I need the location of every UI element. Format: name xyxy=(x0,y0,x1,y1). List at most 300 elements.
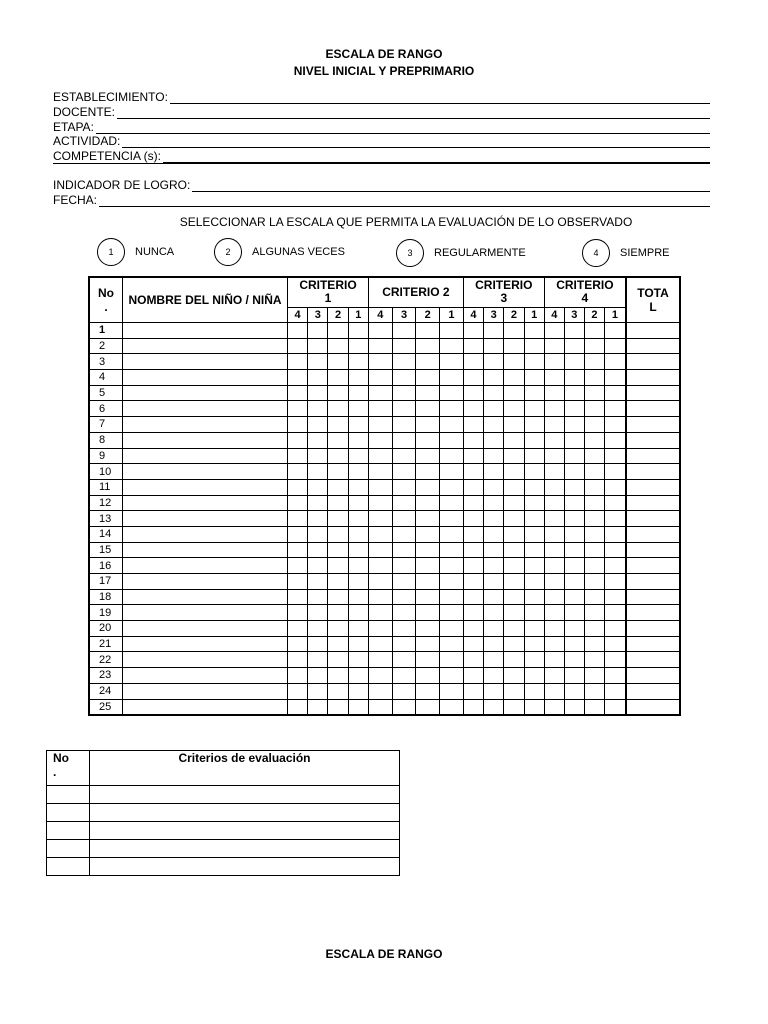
score-cell[interactable] xyxy=(463,636,483,652)
score-cell[interactable] xyxy=(348,401,368,417)
score-cell[interactable] xyxy=(584,699,604,715)
score-cell[interactable] xyxy=(308,668,328,684)
score-cell[interactable] xyxy=(288,432,308,448)
score-cell[interactable] xyxy=(484,542,504,558)
score-cell[interactable] xyxy=(440,401,464,417)
score-cell[interactable] xyxy=(416,354,440,370)
score-cell[interactable] xyxy=(392,370,416,386)
total-cell[interactable] xyxy=(626,385,680,401)
name-cell[interactable] xyxy=(123,354,288,370)
score-cell[interactable] xyxy=(544,385,564,401)
score-cell[interactable] xyxy=(348,338,368,354)
score-cell[interactable] xyxy=(440,432,464,448)
score-cell[interactable] xyxy=(544,542,564,558)
score-cell[interactable] xyxy=(308,432,328,448)
score-cell[interactable] xyxy=(368,479,392,495)
score-cell[interactable] xyxy=(288,652,308,668)
name-cell[interactable] xyxy=(123,558,288,574)
score-cell[interactable] xyxy=(463,652,483,668)
score-cell[interactable] xyxy=(463,479,483,495)
score-cell[interactable] xyxy=(416,417,440,433)
total-cell[interactable] xyxy=(626,558,680,574)
score-cell[interactable] xyxy=(484,589,504,605)
score-cell[interactable] xyxy=(288,589,308,605)
score-cell[interactable] xyxy=(440,370,464,386)
score-cell[interactable] xyxy=(328,464,348,480)
score-cell[interactable] xyxy=(392,558,416,574)
score-cell[interactable] xyxy=(504,605,524,621)
form-field-line[interactable] xyxy=(96,122,710,134)
score-cell[interactable] xyxy=(463,401,483,417)
score-cell[interactable] xyxy=(484,652,504,668)
score-cell[interactable] xyxy=(308,479,328,495)
score-cell[interactable] xyxy=(544,401,564,417)
score-cell[interactable] xyxy=(328,605,348,621)
score-cell[interactable] xyxy=(308,636,328,652)
score-cell[interactable] xyxy=(584,385,604,401)
score-cell[interactable] xyxy=(328,370,348,386)
score-cell[interactable] xyxy=(392,354,416,370)
score-cell[interactable] xyxy=(544,417,564,433)
score-cell[interactable] xyxy=(392,589,416,605)
score-cell[interactable] xyxy=(368,354,392,370)
name-cell[interactable] xyxy=(123,401,288,417)
score-cell[interactable] xyxy=(348,323,368,339)
score-cell[interactable] xyxy=(368,574,392,590)
score-cell[interactable] xyxy=(604,370,626,386)
score-cell[interactable] xyxy=(392,542,416,558)
score-cell[interactable] xyxy=(440,605,464,621)
score-cell[interactable] xyxy=(348,589,368,605)
score-cell[interactable] xyxy=(392,323,416,339)
score-cell[interactable] xyxy=(368,558,392,574)
score-cell[interactable] xyxy=(368,432,392,448)
score-cell[interactable] xyxy=(524,417,544,433)
name-cell[interactable] xyxy=(123,417,288,433)
score-cell[interactable] xyxy=(440,354,464,370)
score-cell[interactable] xyxy=(544,354,564,370)
name-cell[interactable] xyxy=(123,605,288,621)
score-cell[interactable] xyxy=(440,417,464,433)
score-cell[interactable] xyxy=(524,401,544,417)
score-cell[interactable] xyxy=(392,401,416,417)
score-cell[interactable] xyxy=(288,636,308,652)
score-cell[interactable] xyxy=(524,526,544,542)
score-cell[interactable] xyxy=(604,385,626,401)
name-cell[interactable] xyxy=(123,526,288,542)
score-cell[interactable] xyxy=(544,448,564,464)
score-cell[interactable] xyxy=(463,323,483,339)
score-cell[interactable] xyxy=(504,699,524,715)
score-cell[interactable] xyxy=(368,589,392,605)
score-cell[interactable] xyxy=(564,668,584,684)
score-cell[interactable] xyxy=(463,699,483,715)
score-cell[interactable] xyxy=(308,621,328,637)
score-cell[interactable] xyxy=(308,589,328,605)
score-cell[interactable] xyxy=(524,338,544,354)
score-cell[interactable] xyxy=(440,558,464,574)
score-cell[interactable] xyxy=(524,574,544,590)
score-cell[interactable] xyxy=(484,558,504,574)
score-cell[interactable] xyxy=(584,652,604,668)
score-cell[interactable] xyxy=(484,636,504,652)
score-cell[interactable] xyxy=(484,354,504,370)
score-cell[interactable] xyxy=(416,699,440,715)
name-cell[interactable] xyxy=(123,432,288,448)
score-cell[interactable] xyxy=(392,464,416,480)
score-cell[interactable] xyxy=(584,338,604,354)
total-cell[interactable] xyxy=(626,589,680,605)
score-cell[interactable] xyxy=(440,479,464,495)
score-cell[interactable] xyxy=(416,511,440,527)
score-cell[interactable] xyxy=(544,652,564,668)
score-cell[interactable] xyxy=(463,354,483,370)
score-cell[interactable] xyxy=(288,542,308,558)
score-cell[interactable] xyxy=(440,683,464,699)
score-cell[interactable] xyxy=(288,526,308,542)
score-cell[interactable] xyxy=(308,323,328,339)
score-cell[interactable] xyxy=(504,401,524,417)
score-cell[interactable] xyxy=(524,699,544,715)
score-cell[interactable] xyxy=(392,526,416,542)
score-cell[interactable] xyxy=(416,448,440,464)
score-cell[interactable] xyxy=(524,542,544,558)
total-cell[interactable] xyxy=(626,699,680,715)
score-cell[interactable] xyxy=(392,621,416,637)
score-cell[interactable] xyxy=(524,370,544,386)
score-cell[interactable] xyxy=(440,589,464,605)
score-cell[interactable] xyxy=(504,479,524,495)
score-cell[interactable] xyxy=(348,511,368,527)
score-cell[interactable] xyxy=(584,401,604,417)
total-cell[interactable] xyxy=(626,401,680,417)
score-cell[interactable] xyxy=(463,558,483,574)
score-cell[interactable] xyxy=(348,652,368,668)
form-field-line[interactable] xyxy=(163,151,710,163)
score-cell[interactable] xyxy=(348,605,368,621)
score-cell[interactable] xyxy=(504,354,524,370)
score-cell[interactable] xyxy=(288,354,308,370)
score-cell[interactable] xyxy=(484,417,504,433)
total-cell[interactable] xyxy=(626,479,680,495)
score-cell[interactable] xyxy=(564,542,584,558)
score-cell[interactable] xyxy=(288,683,308,699)
total-cell[interactable] xyxy=(626,370,680,386)
total-cell[interactable] xyxy=(626,323,680,339)
score-cell[interactable] xyxy=(308,401,328,417)
score-cell[interactable] xyxy=(348,495,368,511)
score-cell[interactable] xyxy=(564,479,584,495)
score-cell[interactable] xyxy=(308,511,328,527)
score-cell[interactable] xyxy=(440,495,464,511)
score-cell[interactable] xyxy=(308,699,328,715)
score-cell[interactable] xyxy=(564,699,584,715)
score-cell[interactable] xyxy=(524,668,544,684)
score-cell[interactable] xyxy=(416,542,440,558)
score-cell[interactable] xyxy=(308,385,328,401)
score-cell[interactable] xyxy=(524,432,544,448)
name-cell[interactable] xyxy=(123,338,288,354)
score-cell[interactable] xyxy=(524,636,544,652)
score-cell[interactable] xyxy=(288,464,308,480)
score-cell[interactable] xyxy=(604,574,626,590)
score-cell[interactable] xyxy=(416,683,440,699)
score-cell[interactable] xyxy=(604,605,626,621)
name-cell[interactable] xyxy=(123,683,288,699)
total-cell[interactable] xyxy=(626,605,680,621)
score-cell[interactable] xyxy=(604,652,626,668)
score-cell[interactable] xyxy=(484,511,504,527)
score-cell[interactable] xyxy=(416,558,440,574)
score-cell[interactable] xyxy=(564,526,584,542)
criteria-no-cell[interactable] xyxy=(47,858,90,876)
score-cell[interactable] xyxy=(584,479,604,495)
score-cell[interactable] xyxy=(584,417,604,433)
score-cell[interactable] xyxy=(440,464,464,480)
score-cell[interactable] xyxy=(584,526,604,542)
score-cell[interactable] xyxy=(368,385,392,401)
score-cell[interactable] xyxy=(368,370,392,386)
score-cell[interactable] xyxy=(484,323,504,339)
score-cell[interactable] xyxy=(584,542,604,558)
score-cell[interactable] xyxy=(484,495,504,511)
score-cell[interactable] xyxy=(524,464,544,480)
score-cell[interactable] xyxy=(564,448,584,464)
score-cell[interactable] xyxy=(584,464,604,480)
score-cell[interactable] xyxy=(440,448,464,464)
score-cell[interactable] xyxy=(348,526,368,542)
score-cell[interactable] xyxy=(584,605,604,621)
score-cell[interactable] xyxy=(604,448,626,464)
score-cell[interactable] xyxy=(584,621,604,637)
name-cell[interactable] xyxy=(123,385,288,401)
form-field-line[interactable] xyxy=(192,180,710,192)
score-cell[interactable] xyxy=(288,605,308,621)
score-cell[interactable] xyxy=(504,574,524,590)
score-cell[interactable] xyxy=(524,323,544,339)
score-cell[interactable] xyxy=(584,511,604,527)
name-cell[interactable] xyxy=(123,652,288,668)
score-cell[interactable] xyxy=(484,370,504,386)
score-cell[interactable] xyxy=(584,636,604,652)
score-cell[interactable] xyxy=(463,589,483,605)
score-cell[interactable] xyxy=(328,401,348,417)
score-cell[interactable] xyxy=(544,699,564,715)
score-cell[interactable] xyxy=(524,605,544,621)
score-cell[interactable] xyxy=(368,621,392,637)
score-cell[interactable] xyxy=(504,511,524,527)
score-cell[interactable] xyxy=(544,558,564,574)
score-cell[interactable] xyxy=(604,526,626,542)
score-cell[interactable] xyxy=(288,479,308,495)
score-cell[interactable] xyxy=(484,401,504,417)
name-cell[interactable] xyxy=(123,574,288,590)
score-cell[interactable] xyxy=(348,417,368,433)
score-cell[interactable] xyxy=(544,495,564,511)
score-cell[interactable] xyxy=(544,683,564,699)
score-cell[interactable] xyxy=(604,323,626,339)
score-cell[interactable] xyxy=(604,338,626,354)
score-cell[interactable] xyxy=(524,385,544,401)
score-cell[interactable] xyxy=(463,370,483,386)
score-cell[interactable] xyxy=(484,385,504,401)
score-cell[interactable] xyxy=(604,417,626,433)
form-field-line[interactable] xyxy=(122,136,710,148)
score-cell[interactable] xyxy=(348,574,368,590)
score-cell[interactable] xyxy=(308,605,328,621)
score-cell[interactable] xyxy=(484,432,504,448)
score-cell[interactable] xyxy=(564,401,584,417)
score-cell[interactable] xyxy=(288,323,308,339)
score-cell[interactable] xyxy=(288,401,308,417)
score-cell[interactable] xyxy=(524,354,544,370)
score-cell[interactable] xyxy=(544,636,564,652)
score-cell[interactable] xyxy=(544,370,564,386)
score-cell[interactable] xyxy=(484,448,504,464)
score-cell[interactable] xyxy=(288,370,308,386)
score-cell[interactable] xyxy=(348,558,368,574)
score-cell[interactable] xyxy=(544,621,564,637)
score-cell[interactable] xyxy=(484,668,504,684)
score-cell[interactable] xyxy=(564,605,584,621)
score-cell[interactable] xyxy=(328,511,348,527)
score-cell[interactable] xyxy=(308,683,328,699)
score-cell[interactable] xyxy=(392,448,416,464)
name-cell[interactable] xyxy=(123,479,288,495)
score-cell[interactable] xyxy=(392,699,416,715)
score-cell[interactable] xyxy=(348,683,368,699)
score-cell[interactable] xyxy=(416,636,440,652)
score-cell[interactable] xyxy=(392,652,416,668)
score-cell[interactable] xyxy=(564,589,584,605)
score-cell[interactable] xyxy=(440,574,464,590)
score-cell[interactable] xyxy=(348,479,368,495)
score-cell[interactable] xyxy=(524,683,544,699)
score-cell[interactable] xyxy=(328,385,348,401)
score-cell[interactable] xyxy=(504,370,524,386)
score-cell[interactable] xyxy=(368,605,392,621)
score-cell[interactable] xyxy=(308,338,328,354)
name-cell[interactable] xyxy=(123,323,288,339)
score-cell[interactable] xyxy=(416,401,440,417)
score-cell[interactable] xyxy=(348,636,368,652)
criteria-no-cell[interactable] xyxy=(47,786,90,804)
score-cell[interactable] xyxy=(348,621,368,637)
score-cell[interactable] xyxy=(564,495,584,511)
score-cell[interactable] xyxy=(584,683,604,699)
score-cell[interactable] xyxy=(416,338,440,354)
score-cell[interactable] xyxy=(328,699,348,715)
score-cell[interactable] xyxy=(544,338,564,354)
score-cell[interactable] xyxy=(463,464,483,480)
criteria-no-cell[interactable] xyxy=(47,822,90,840)
score-cell[interactable] xyxy=(328,526,348,542)
score-cell[interactable] xyxy=(328,542,348,558)
score-cell[interactable] xyxy=(544,464,564,480)
form-field-line[interactable] xyxy=(170,92,710,104)
form-field-line[interactable] xyxy=(99,195,710,207)
name-cell[interactable] xyxy=(123,495,288,511)
score-cell[interactable] xyxy=(604,699,626,715)
score-cell[interactable] xyxy=(440,323,464,339)
score-cell[interactable] xyxy=(288,668,308,684)
total-cell[interactable] xyxy=(626,495,680,511)
score-cell[interactable] xyxy=(463,526,483,542)
score-cell[interactable] xyxy=(328,417,348,433)
score-cell[interactable] xyxy=(308,495,328,511)
score-cell[interactable] xyxy=(328,479,348,495)
score-cell[interactable] xyxy=(288,385,308,401)
score-cell[interactable] xyxy=(524,448,544,464)
score-cell[interactable] xyxy=(504,417,524,433)
score-cell[interactable] xyxy=(584,323,604,339)
score-cell[interactable] xyxy=(416,323,440,339)
score-cell[interactable] xyxy=(368,511,392,527)
score-cell[interactable] xyxy=(463,683,483,699)
name-cell[interactable] xyxy=(123,636,288,652)
score-cell[interactable] xyxy=(504,495,524,511)
score-cell[interactable] xyxy=(368,464,392,480)
score-cell[interactable] xyxy=(368,668,392,684)
score-cell[interactable] xyxy=(328,652,348,668)
score-cell[interactable] xyxy=(484,479,504,495)
score-cell[interactable] xyxy=(604,464,626,480)
score-cell[interactable] xyxy=(288,699,308,715)
score-cell[interactable] xyxy=(348,370,368,386)
score-cell[interactable] xyxy=(328,589,348,605)
score-cell[interactable] xyxy=(416,432,440,448)
score-cell[interactable] xyxy=(308,417,328,433)
total-cell[interactable] xyxy=(626,448,680,464)
name-cell[interactable] xyxy=(123,699,288,715)
score-cell[interactable] xyxy=(564,354,584,370)
score-cell[interactable] xyxy=(564,323,584,339)
score-cell[interactable] xyxy=(484,621,504,637)
score-cell[interactable] xyxy=(584,432,604,448)
score-cell[interactable] xyxy=(584,448,604,464)
score-cell[interactable] xyxy=(328,354,348,370)
score-cell[interactable] xyxy=(288,417,308,433)
total-cell[interactable] xyxy=(626,511,680,527)
score-cell[interactable] xyxy=(584,495,604,511)
score-cell[interactable] xyxy=(544,479,564,495)
score-cell[interactable] xyxy=(348,385,368,401)
score-cell[interactable] xyxy=(392,511,416,527)
score-cell[interactable] xyxy=(368,495,392,511)
score-cell[interactable] xyxy=(604,511,626,527)
score-cell[interactable] xyxy=(368,417,392,433)
score-cell[interactable] xyxy=(440,636,464,652)
total-cell[interactable] xyxy=(626,652,680,668)
score-cell[interactable] xyxy=(463,511,483,527)
score-cell[interactable] xyxy=(392,683,416,699)
score-cell[interactable] xyxy=(463,432,483,448)
score-cell[interactable] xyxy=(392,479,416,495)
score-cell[interactable] xyxy=(308,370,328,386)
score-cell[interactable] xyxy=(308,354,328,370)
score-cell[interactable] xyxy=(416,574,440,590)
score-cell[interactable] xyxy=(463,495,483,511)
score-cell[interactable] xyxy=(368,683,392,699)
total-cell[interactable] xyxy=(626,668,680,684)
score-cell[interactable] xyxy=(368,636,392,652)
score-cell[interactable] xyxy=(504,558,524,574)
score-cell[interactable] xyxy=(504,621,524,637)
score-cell[interactable] xyxy=(308,448,328,464)
score-cell[interactable] xyxy=(484,605,504,621)
name-cell[interactable] xyxy=(123,370,288,386)
score-cell[interactable] xyxy=(348,464,368,480)
